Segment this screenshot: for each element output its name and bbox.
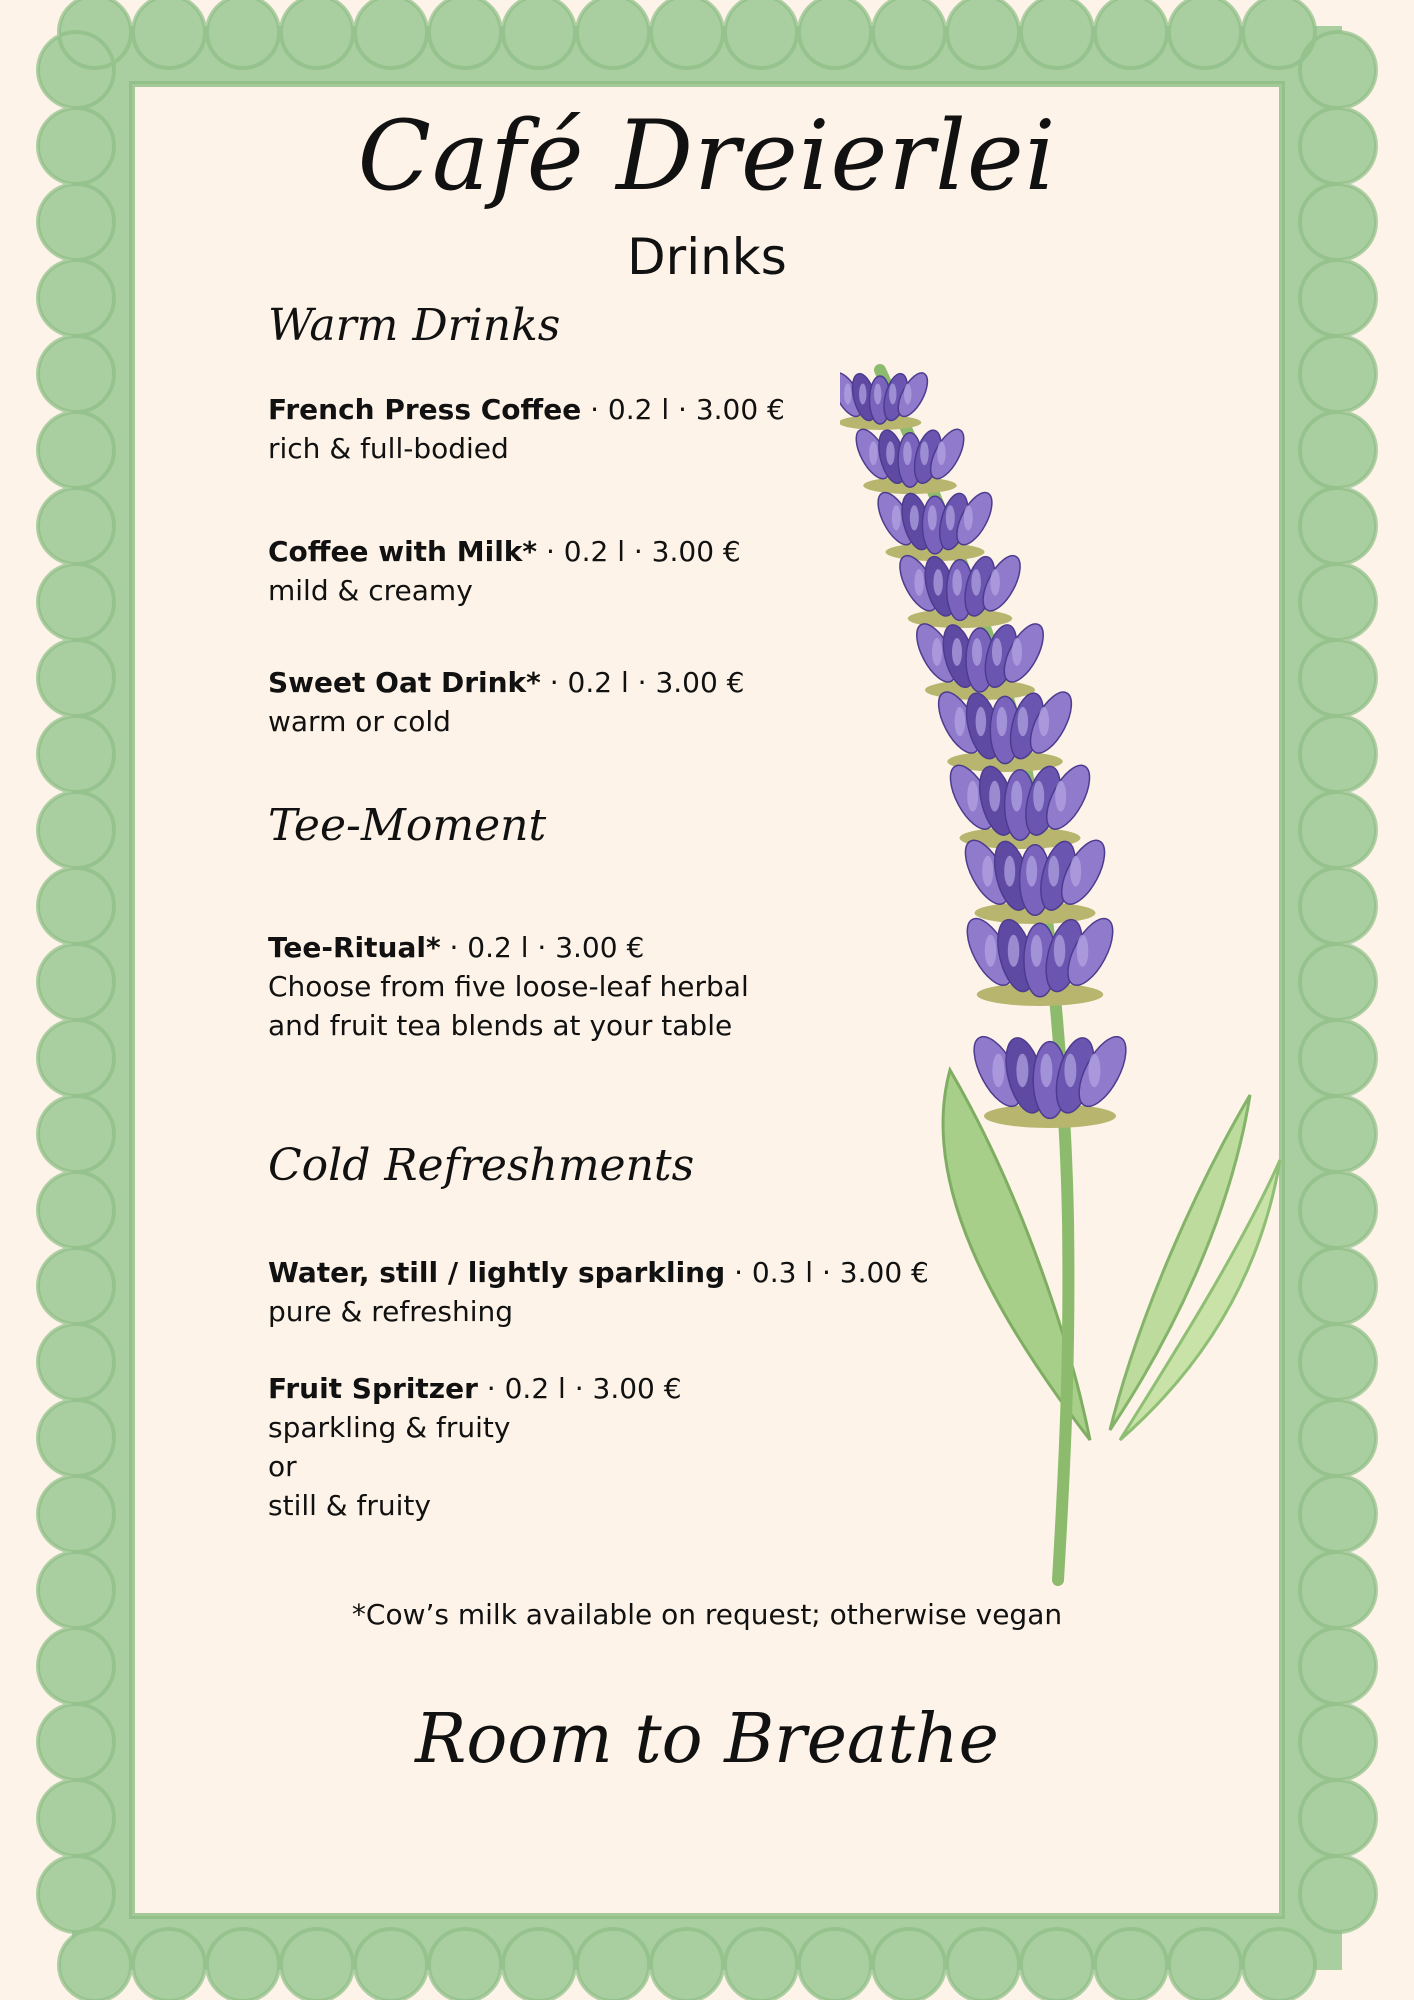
item-details: · 0.2 l · 3.00 € <box>540 666 745 699</box>
item-description: mild & creamy <box>268 574 473 607</box>
lavender-bloom <box>965 1030 1136 1128</box>
item-details: · 0.2 l · 3.00 € <box>440 931 645 964</box>
section-title-cold-refreshments: Cold Refreshments <box>268 1140 695 1191</box>
section-title-warm-drinks: Warm Drinks <box>268 300 561 351</box>
menu-item <box>268 1253 929 1331</box>
menu-item <box>268 532 741 610</box>
item-name: French Press Coffee <box>268 393 582 426</box>
menu-title: Drinks <box>627 228 787 286</box>
menu-item <box>268 390 785 468</box>
footnote: *Cow’s milk available on request; otherwise vegan <box>351 1598 1063 1631</box>
item-name: Tee-Ritual* <box>268 931 441 964</box>
lavender-bloom <box>871 487 999 561</box>
menu-item <box>268 928 749 1045</box>
item-description: still & fruity <box>268 1489 431 1522</box>
lavender-bloom <box>957 834 1114 924</box>
lavender-bloom <box>942 759 1099 849</box>
lavender-bloom <box>958 912 1122 1006</box>
lavender-bloom <box>909 618 1051 700</box>
item-name: Coffee with Milk* <box>268 535 538 568</box>
item-description: Choose from five loose-leaf herbal <box>268 970 749 1003</box>
item-description: pure & refreshing <box>268 1295 514 1328</box>
lavender-bloom <box>930 686 1079 772</box>
item-details: · 0.2 l · 3.00 € <box>477 1372 682 1405</box>
item-description: rich & full-bodied <box>268 432 509 465</box>
item-description: or <box>268 1450 297 1483</box>
lavender-bloom <box>850 424 971 494</box>
item-description: warm or cold <box>268 705 451 738</box>
item-description: and fruit tea blends at your table <box>268 1009 733 1042</box>
tagline: Room to Breathe <box>415 1700 999 1779</box>
item-name: Sweet Oat Drink* <box>268 666 541 699</box>
lavender-bloom <box>892 550 1027 628</box>
menu-item <box>268 663 745 741</box>
item-name: Fruit Spritzer <box>268 1372 478 1405</box>
item-details: · 0.2 l · 3.00 € <box>537 535 741 568</box>
menu-item <box>268 1369 682 1525</box>
item-details: · 0.3 l · 3.00 € <box>725 1256 929 1289</box>
item-name: Water, still / lightly sparkling <box>268 1256 726 1289</box>
lavender-sprig-icon <box>840 360 1300 1590</box>
item-description: sparkling & fruity <box>268 1411 511 1444</box>
item-details: · 0.2 l · 3.00 € <box>581 393 785 426</box>
cafe-name: Café Dreierlei <box>357 100 1057 212</box>
section-title-tee-moment: Tee-Moment <box>268 800 547 851</box>
